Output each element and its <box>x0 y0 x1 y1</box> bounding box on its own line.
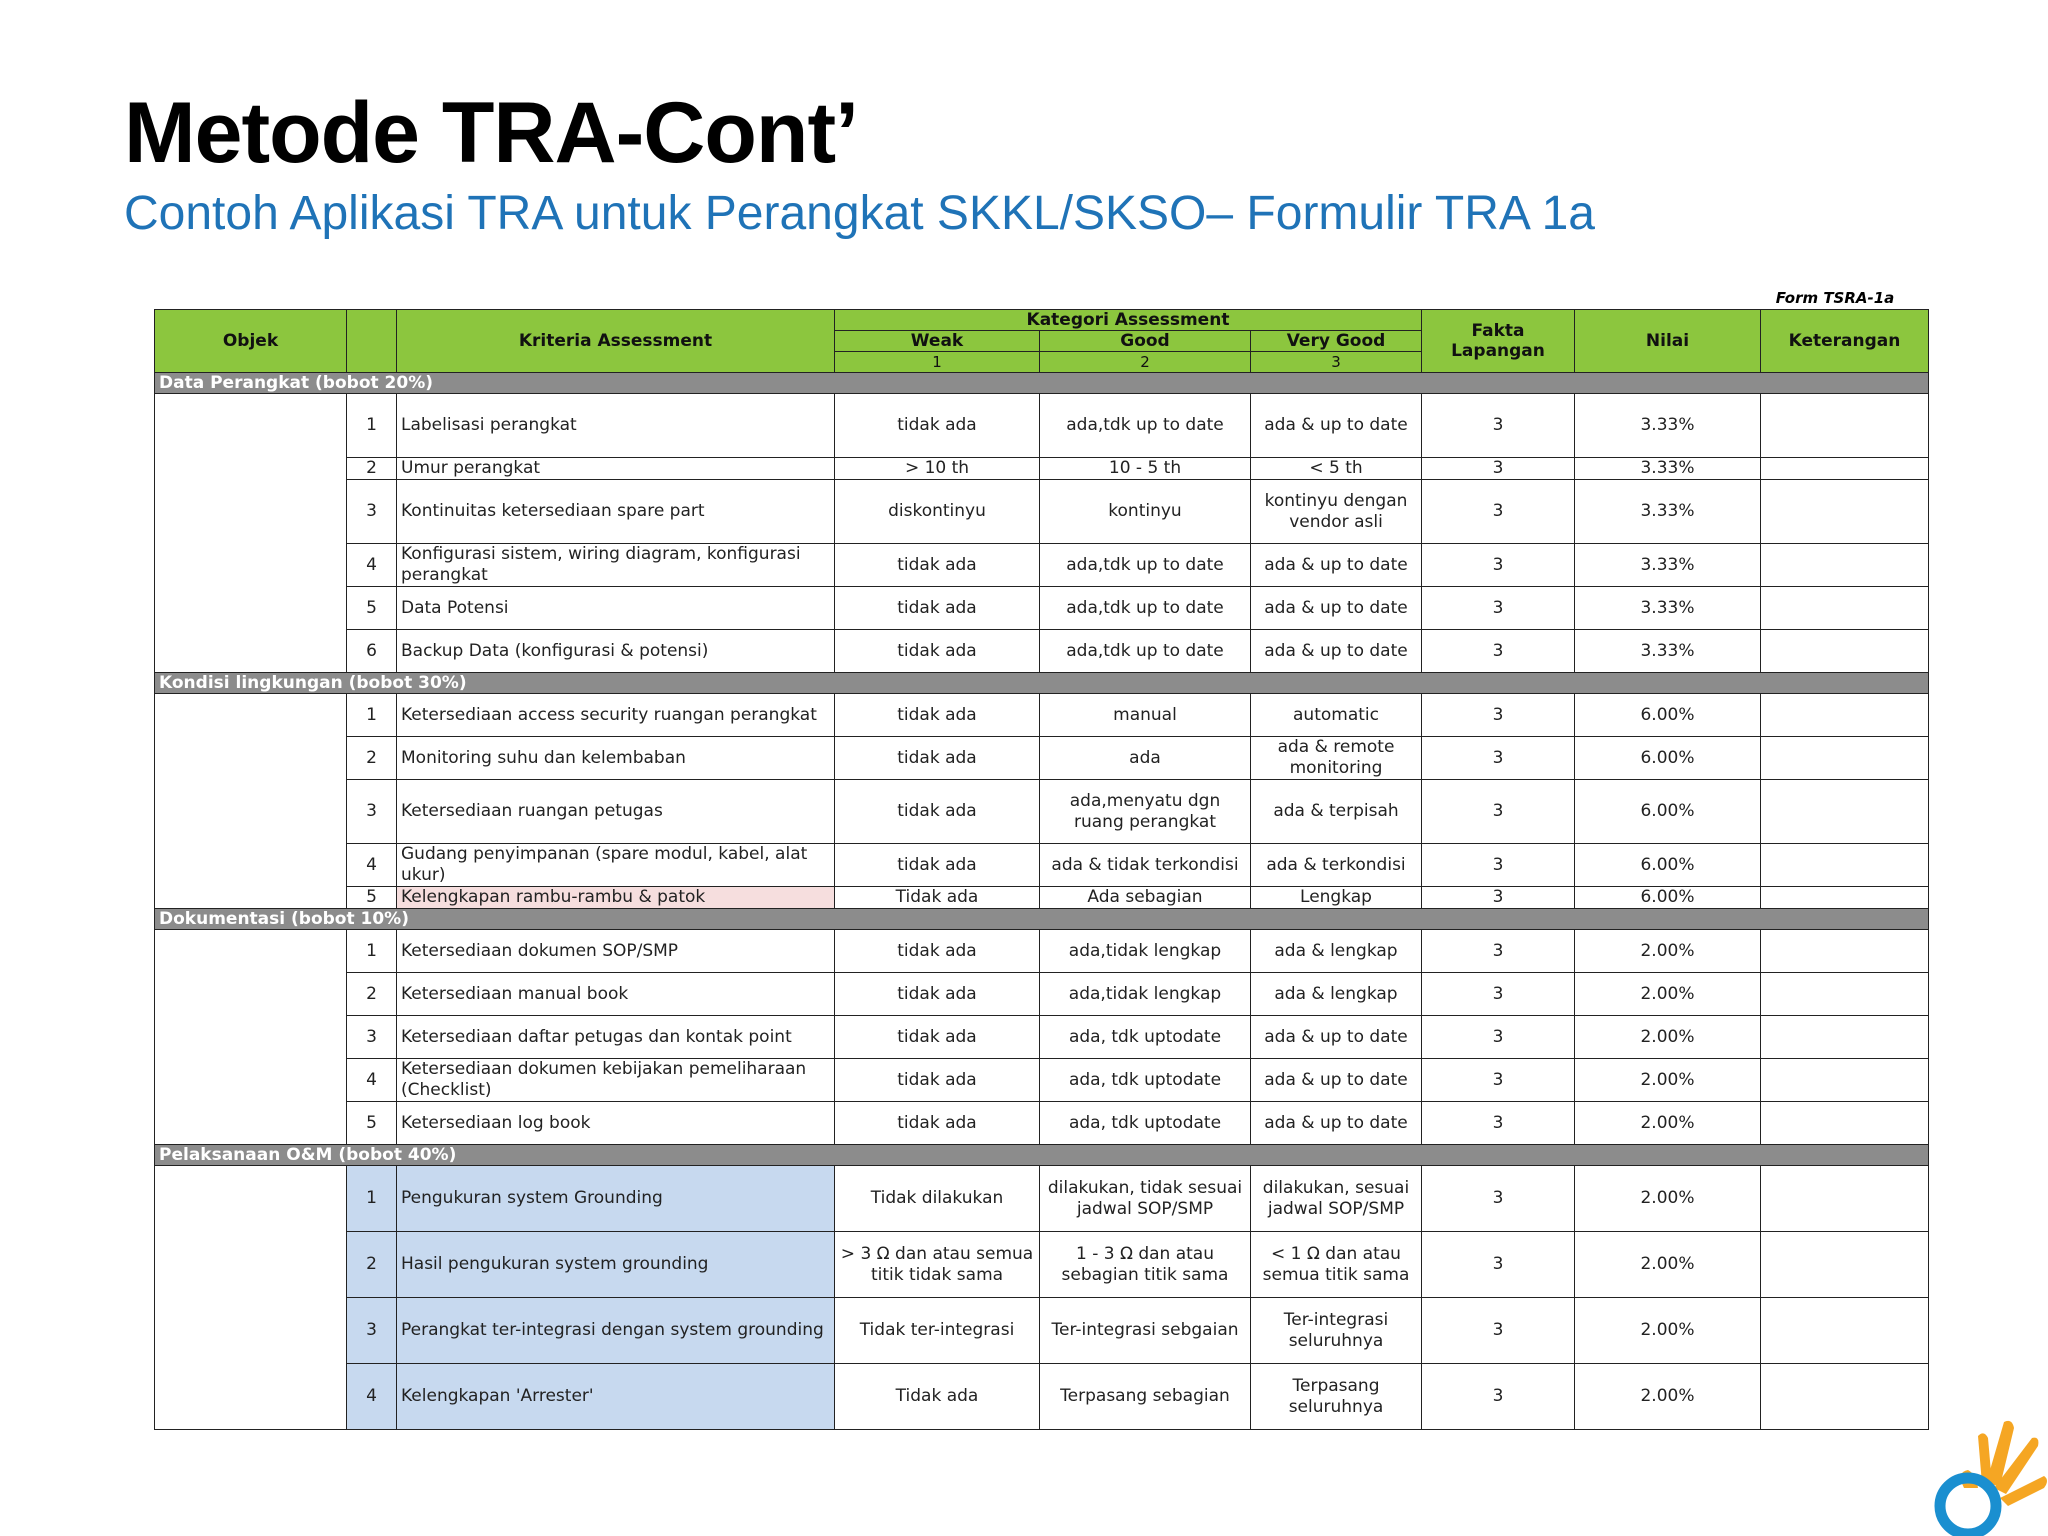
good-cell: Ada sebagian <box>1040 887 1251 909</box>
number-cell: 4 <box>347 544 397 587</box>
very-good-cell: ada & up to date <box>1251 630 1422 673</box>
assessment-table-body <box>155 373 1929 1430</box>
criteria-cell: Backup Data (konfigurasi & potensi) <box>397 630 835 673</box>
very-good-cell: ada & terkondisi <box>1251 844 1422 887</box>
section-row <box>155 673 1929 694</box>
header-kriteria: Kriteria Assessment <box>397 310 835 373</box>
fakta-cell: 3 <box>1422 1059 1575 1102</box>
fakta-cell: 3 <box>1422 1016 1575 1059</box>
section-title: Dokumentasi (bobot 10%) <box>155 909 1929 930</box>
weak-cell: tidak ada <box>835 1059 1040 1102</box>
fakta-cell: 3 <box>1422 780 1575 844</box>
fakta-cell: 3 <box>1422 1364 1575 1430</box>
criteria-cell: Ketersediaan access security ruangan perangkat <box>397 694 835 737</box>
number-cell: 3 <box>347 1298 397 1364</box>
nilai-cell: 6.00% <box>1575 694 1761 737</box>
number-cell: 1 <box>347 930 397 973</box>
table-row <box>155 973 1929 1016</box>
very-good-cell: ada & up to date <box>1251 1059 1422 1102</box>
fakta-cell: 3 <box>1422 480 1575 544</box>
weak-cell: tidak ada <box>835 973 1040 1016</box>
objek-cell <box>155 394 347 673</box>
good-cell: Ter-integrasi sebgaian <box>1040 1298 1251 1364</box>
weak-cell: tidak ada <box>835 394 1040 458</box>
good-cell: ada,tdk up to date <box>1040 394 1251 458</box>
criteria-cell: Gudang penyimpanan (spare modul, kabel, alat ukur) <box>397 844 835 887</box>
nilai-cell: 3.33% <box>1575 394 1761 458</box>
fakta-cell: 3 <box>1422 694 1575 737</box>
good-cell: ada,tdk up to date <box>1040 630 1251 673</box>
keterangan-cell <box>1761 930 1929 973</box>
table-row <box>155 1166 1929 1232</box>
nilai-cell: 2.00% <box>1575 1102 1761 1145</box>
good-cell: ada <box>1040 737 1251 780</box>
table-row <box>155 480 1929 544</box>
good-cell: ada & tidak terkondisi <box>1040 844 1251 887</box>
nilai-cell: 2.00% <box>1575 973 1761 1016</box>
very-good-cell: Ter-integrasi seluruhnya <box>1251 1298 1422 1364</box>
good-cell: Terpasang sebagian <box>1040 1364 1251 1430</box>
good-cell: 10 - 5 th <box>1040 458 1251 480</box>
weak-cell: tidak ada <box>835 630 1040 673</box>
table-row <box>155 1298 1929 1364</box>
header-weak: Weak <box>835 331 1040 352</box>
keterangan-cell <box>1761 737 1929 780</box>
very-good-cell: ada & terpisah <box>1251 780 1422 844</box>
keterangan-cell <box>1761 887 1929 909</box>
weak-cell: > 10 th <box>835 458 1040 480</box>
criteria-cell: Ketersediaan dokumen SOP/SMP <box>397 930 835 973</box>
table-row <box>155 458 1929 480</box>
page-title: Metode TRA-Cont’ <box>124 85 858 181</box>
header-weak-score: 1 <box>835 352 1040 373</box>
nilai-cell: 6.00% <box>1575 887 1761 909</box>
fakta-cell: 3 <box>1422 458 1575 480</box>
section-title: Data Perangkat (bobot 20%) <box>155 373 1929 394</box>
good-cell: dilakukan, tidak sesuai jadwal SOP/SMP <box>1040 1166 1251 1232</box>
very-good-cell: dilakukan, sesuai jadwal SOP/SMP <box>1251 1166 1422 1232</box>
objek-cell <box>155 694 347 909</box>
number-cell: 1 <box>347 694 397 737</box>
number-cell: 5 <box>347 887 397 909</box>
nilai-cell: 3.33% <box>1575 480 1761 544</box>
criteria-cell: Hasil pengukuran system grounding <box>397 1232 835 1298</box>
weak-cell: Tidak ada <box>835 887 1040 909</box>
weak-cell: tidak ada <box>835 844 1040 887</box>
keterangan-cell <box>1761 973 1929 1016</box>
fakta-cell: 3 <box>1422 630 1575 673</box>
good-cell: ada, tdk uptodate <box>1040 1059 1251 1102</box>
weak-cell: diskontinyu <box>835 480 1040 544</box>
criteria-cell: Kelengkapan 'Arrester' <box>397 1364 835 1430</box>
table-row <box>155 780 1929 844</box>
very-good-cell: automatic <box>1251 694 1422 737</box>
weak-cell: tidak ada <box>835 1102 1040 1145</box>
keterangan-cell <box>1761 394 1929 458</box>
weak-cell: tidak ada <box>835 737 1040 780</box>
fakta-cell: 3 <box>1422 737 1575 780</box>
weak-cell: tidak ada <box>835 587 1040 630</box>
keterangan-cell <box>1761 1166 1929 1232</box>
number-cell: 5 <box>347 587 397 630</box>
good-cell: 1 - 3 Ω dan atau sebagian titik sama <box>1040 1232 1251 1298</box>
table-row <box>155 1059 1929 1102</box>
number-cell: 4 <box>347 844 397 887</box>
weak-cell: Tidak ada <box>835 1364 1040 1430</box>
section-title: Pelaksanaan O&M (bobot 40%) <box>155 1145 1929 1166</box>
good-cell: ada,tdk up to date <box>1040 587 1251 630</box>
keterangan-cell <box>1761 1298 1929 1364</box>
number-cell: 2 <box>347 737 397 780</box>
number-cell: 5 <box>347 1102 397 1145</box>
keterangan-cell <box>1761 1232 1929 1298</box>
table-row <box>155 1232 1929 1298</box>
very-good-cell: ada & up to date <box>1251 544 1422 587</box>
fakta-cell: 3 <box>1422 587 1575 630</box>
company-logo <box>1916 1414 2048 1536</box>
table-row <box>155 1364 1929 1430</box>
criteria-cell: Kelengkapan rambu-rambu & patok <box>397 887 835 909</box>
nilai-cell: 6.00% <box>1575 737 1761 780</box>
fakta-cell: 3 <box>1422 1166 1575 1232</box>
header-kategori: Kategori Assessment <box>835 310 1422 331</box>
header-objek: Objek <box>155 310 347 373</box>
weak-cell: Tidak ter-integrasi <box>835 1298 1040 1364</box>
number-cell: 2 <box>347 973 397 1016</box>
very-good-cell: ada & up to date <box>1251 587 1422 630</box>
table-row <box>155 544 1929 587</box>
keterangan-cell <box>1761 458 1929 480</box>
very-good-cell: < 5 th <box>1251 458 1422 480</box>
header-keterangan: Keterangan <box>1761 310 1929 373</box>
section-row <box>155 373 1929 394</box>
nilai-cell: 2.00% <box>1575 1232 1761 1298</box>
table-row <box>155 587 1929 630</box>
criteria-cell: Umur perangkat <box>397 458 835 480</box>
keterangan-cell <box>1761 1364 1929 1430</box>
number-cell: 1 <box>347 1166 397 1232</box>
header-very-good-score: 3 <box>1251 352 1422 373</box>
keterangan-cell <box>1761 1059 1929 1102</box>
assessment-table <box>154 309 1929 1430</box>
very-good-cell: ada & up to date <box>1251 1016 1422 1059</box>
keterangan-cell <box>1761 844 1929 887</box>
good-cell: kontinyu <box>1040 480 1251 544</box>
table-row <box>155 887 1929 909</box>
fakta-cell: 3 <box>1422 1102 1575 1145</box>
number-cell: 3 <box>347 480 397 544</box>
table-row <box>155 737 1929 780</box>
header-very-good: Very Good <box>1251 331 1422 352</box>
number-cell: 3 <box>347 1016 397 1059</box>
good-cell: ada,menyatu dgn ruang perangkat <box>1040 780 1251 844</box>
nilai-cell: 2.00% <box>1575 1166 1761 1232</box>
very-good-cell: ada & up to date <box>1251 394 1422 458</box>
nilai-cell: 2.00% <box>1575 1298 1761 1364</box>
weak-cell: tidak ada <box>835 1016 1040 1059</box>
table-row <box>155 844 1929 887</box>
table-row <box>155 930 1929 973</box>
very-good-cell: ada & lengkap <box>1251 973 1422 1016</box>
keterangan-cell <box>1761 587 1929 630</box>
weak-cell: tidak ada <box>835 544 1040 587</box>
table-row <box>155 1016 1929 1059</box>
header-good-score: 2 <box>1040 352 1251 373</box>
keterangan-cell <box>1761 1016 1929 1059</box>
keterangan-cell <box>1761 480 1929 544</box>
nilai-cell: 3.33% <box>1575 544 1761 587</box>
number-cell: 2 <box>347 1232 397 1298</box>
good-cell: ada, tdk uptodate <box>1040 1102 1251 1145</box>
fakta-cell: 3 <box>1422 930 1575 973</box>
criteria-cell: Perangkat ter-integrasi dengan system grounding <box>397 1298 835 1364</box>
keterangan-cell <box>1761 544 1929 587</box>
very-good-cell: ada & remote monitoring <box>1251 737 1422 780</box>
fakta-cell: 3 <box>1422 544 1575 587</box>
good-cell: ada,tidak lengkap <box>1040 930 1251 973</box>
number-cell: 4 <box>347 1059 397 1102</box>
fakta-cell: 3 <box>1422 1298 1575 1364</box>
nilai-cell: 3.33% <box>1575 458 1761 480</box>
header-good: Good <box>1040 331 1251 352</box>
fakta-cell: 3 <box>1422 973 1575 1016</box>
nilai-cell: 2.00% <box>1575 930 1761 973</box>
very-good-cell: < 1 Ω dan atau semua titik sama <box>1251 1232 1422 1298</box>
number-cell: 1 <box>347 394 397 458</box>
page-subtitle: Contoh Aplikasi TRA untuk Perangkat SKKL/SKSO– Formulir TRA 1a <box>124 187 1595 240</box>
good-cell: ada,tidak lengkap <box>1040 973 1251 1016</box>
fakta-cell: 3 <box>1422 844 1575 887</box>
number-cell: 2 <box>347 458 397 480</box>
weak-cell: > 3 Ω dan atau semua titik tidak sama <box>835 1232 1040 1298</box>
header-nilai: Nilai <box>1575 310 1761 373</box>
fakta-cell: 3 <box>1422 394 1575 458</box>
objek-cell <box>155 930 347 1145</box>
very-good-cell: ada & up to date <box>1251 1102 1422 1145</box>
objek-cell <box>155 1166 347 1430</box>
criteria-cell: Konfigurasi sistem, wiring diagram, konfigurasi perangkat <box>397 544 835 587</box>
good-cell: ada, tdk uptodate <box>1040 1016 1251 1059</box>
very-good-cell: kontinyu dengan vendor asli <box>1251 480 1422 544</box>
weak-cell: tidak ada <box>835 780 1040 844</box>
table-row <box>155 694 1929 737</box>
nilai-cell: 6.00% <box>1575 780 1761 844</box>
criteria-cell: Ketersediaan log book <box>397 1102 835 1145</box>
very-good-cell: Terpasang seluruhnya <box>1251 1364 1422 1430</box>
number-cell: 6 <box>347 630 397 673</box>
weak-cell: tidak ada <box>835 930 1040 973</box>
header-fakta: Fakta Lapangan <box>1422 310 1575 373</box>
criteria-cell: Ketersediaan daftar petugas dan kontak point <box>397 1016 835 1059</box>
number-cell: 3 <box>347 780 397 844</box>
section-title: Kondisi lingkungan (bobot 30%) <box>155 673 1929 694</box>
keterangan-cell <box>1761 780 1929 844</box>
criteria-cell: Kontinuitas ketersediaan spare part <box>397 480 835 544</box>
nilai-cell: 3.33% <box>1575 630 1761 673</box>
keterangan-cell <box>1761 1102 1929 1145</box>
criteria-cell: Ketersediaan dokumen kebijakan pemeliharaan (Checklist) <box>397 1059 835 1102</box>
criteria-cell: Data Potensi <box>397 587 835 630</box>
criteria-cell: Ketersediaan ruangan petugas <box>397 780 835 844</box>
table-row <box>155 630 1929 673</box>
criteria-cell: Pengukuran system Grounding <box>397 1166 835 1232</box>
section-row <box>155 909 1929 930</box>
keterangan-cell <box>1761 630 1929 673</box>
good-cell: manual <box>1040 694 1251 737</box>
criteria-cell: Monitoring suhu dan kelembaban <box>397 737 835 780</box>
fakta-cell: 3 <box>1422 887 1575 909</box>
nilai-cell: 2.00% <box>1575 1059 1761 1102</box>
table-row <box>155 1102 1929 1145</box>
very-good-cell: Lengkap <box>1251 887 1422 909</box>
header-no <box>347 310 397 373</box>
nilai-cell: 6.00% <box>1575 844 1761 887</box>
criteria-cell: Ketersediaan manual book <box>397 973 835 1016</box>
section-row <box>155 1145 1929 1166</box>
keterangan-cell <box>1761 694 1929 737</box>
table-row <box>155 394 1929 458</box>
very-good-cell: ada & lengkap <box>1251 930 1422 973</box>
nilai-cell: 3.33% <box>1575 587 1761 630</box>
criteria-cell: Labelisasi perangkat <box>397 394 835 458</box>
fakta-cell: 3 <box>1422 1232 1575 1298</box>
number-cell: 4 <box>347 1364 397 1430</box>
weak-cell: Tidak dilakukan <box>835 1166 1040 1232</box>
weak-cell: tidak ada <box>835 694 1040 737</box>
nilai-cell: 2.00% <box>1575 1016 1761 1059</box>
form-code-label: Form TSRA-1a <box>1775 289 1895 307</box>
good-cell: ada,tdk up to date <box>1040 544 1251 587</box>
nilai-cell: 2.00% <box>1575 1364 1761 1430</box>
